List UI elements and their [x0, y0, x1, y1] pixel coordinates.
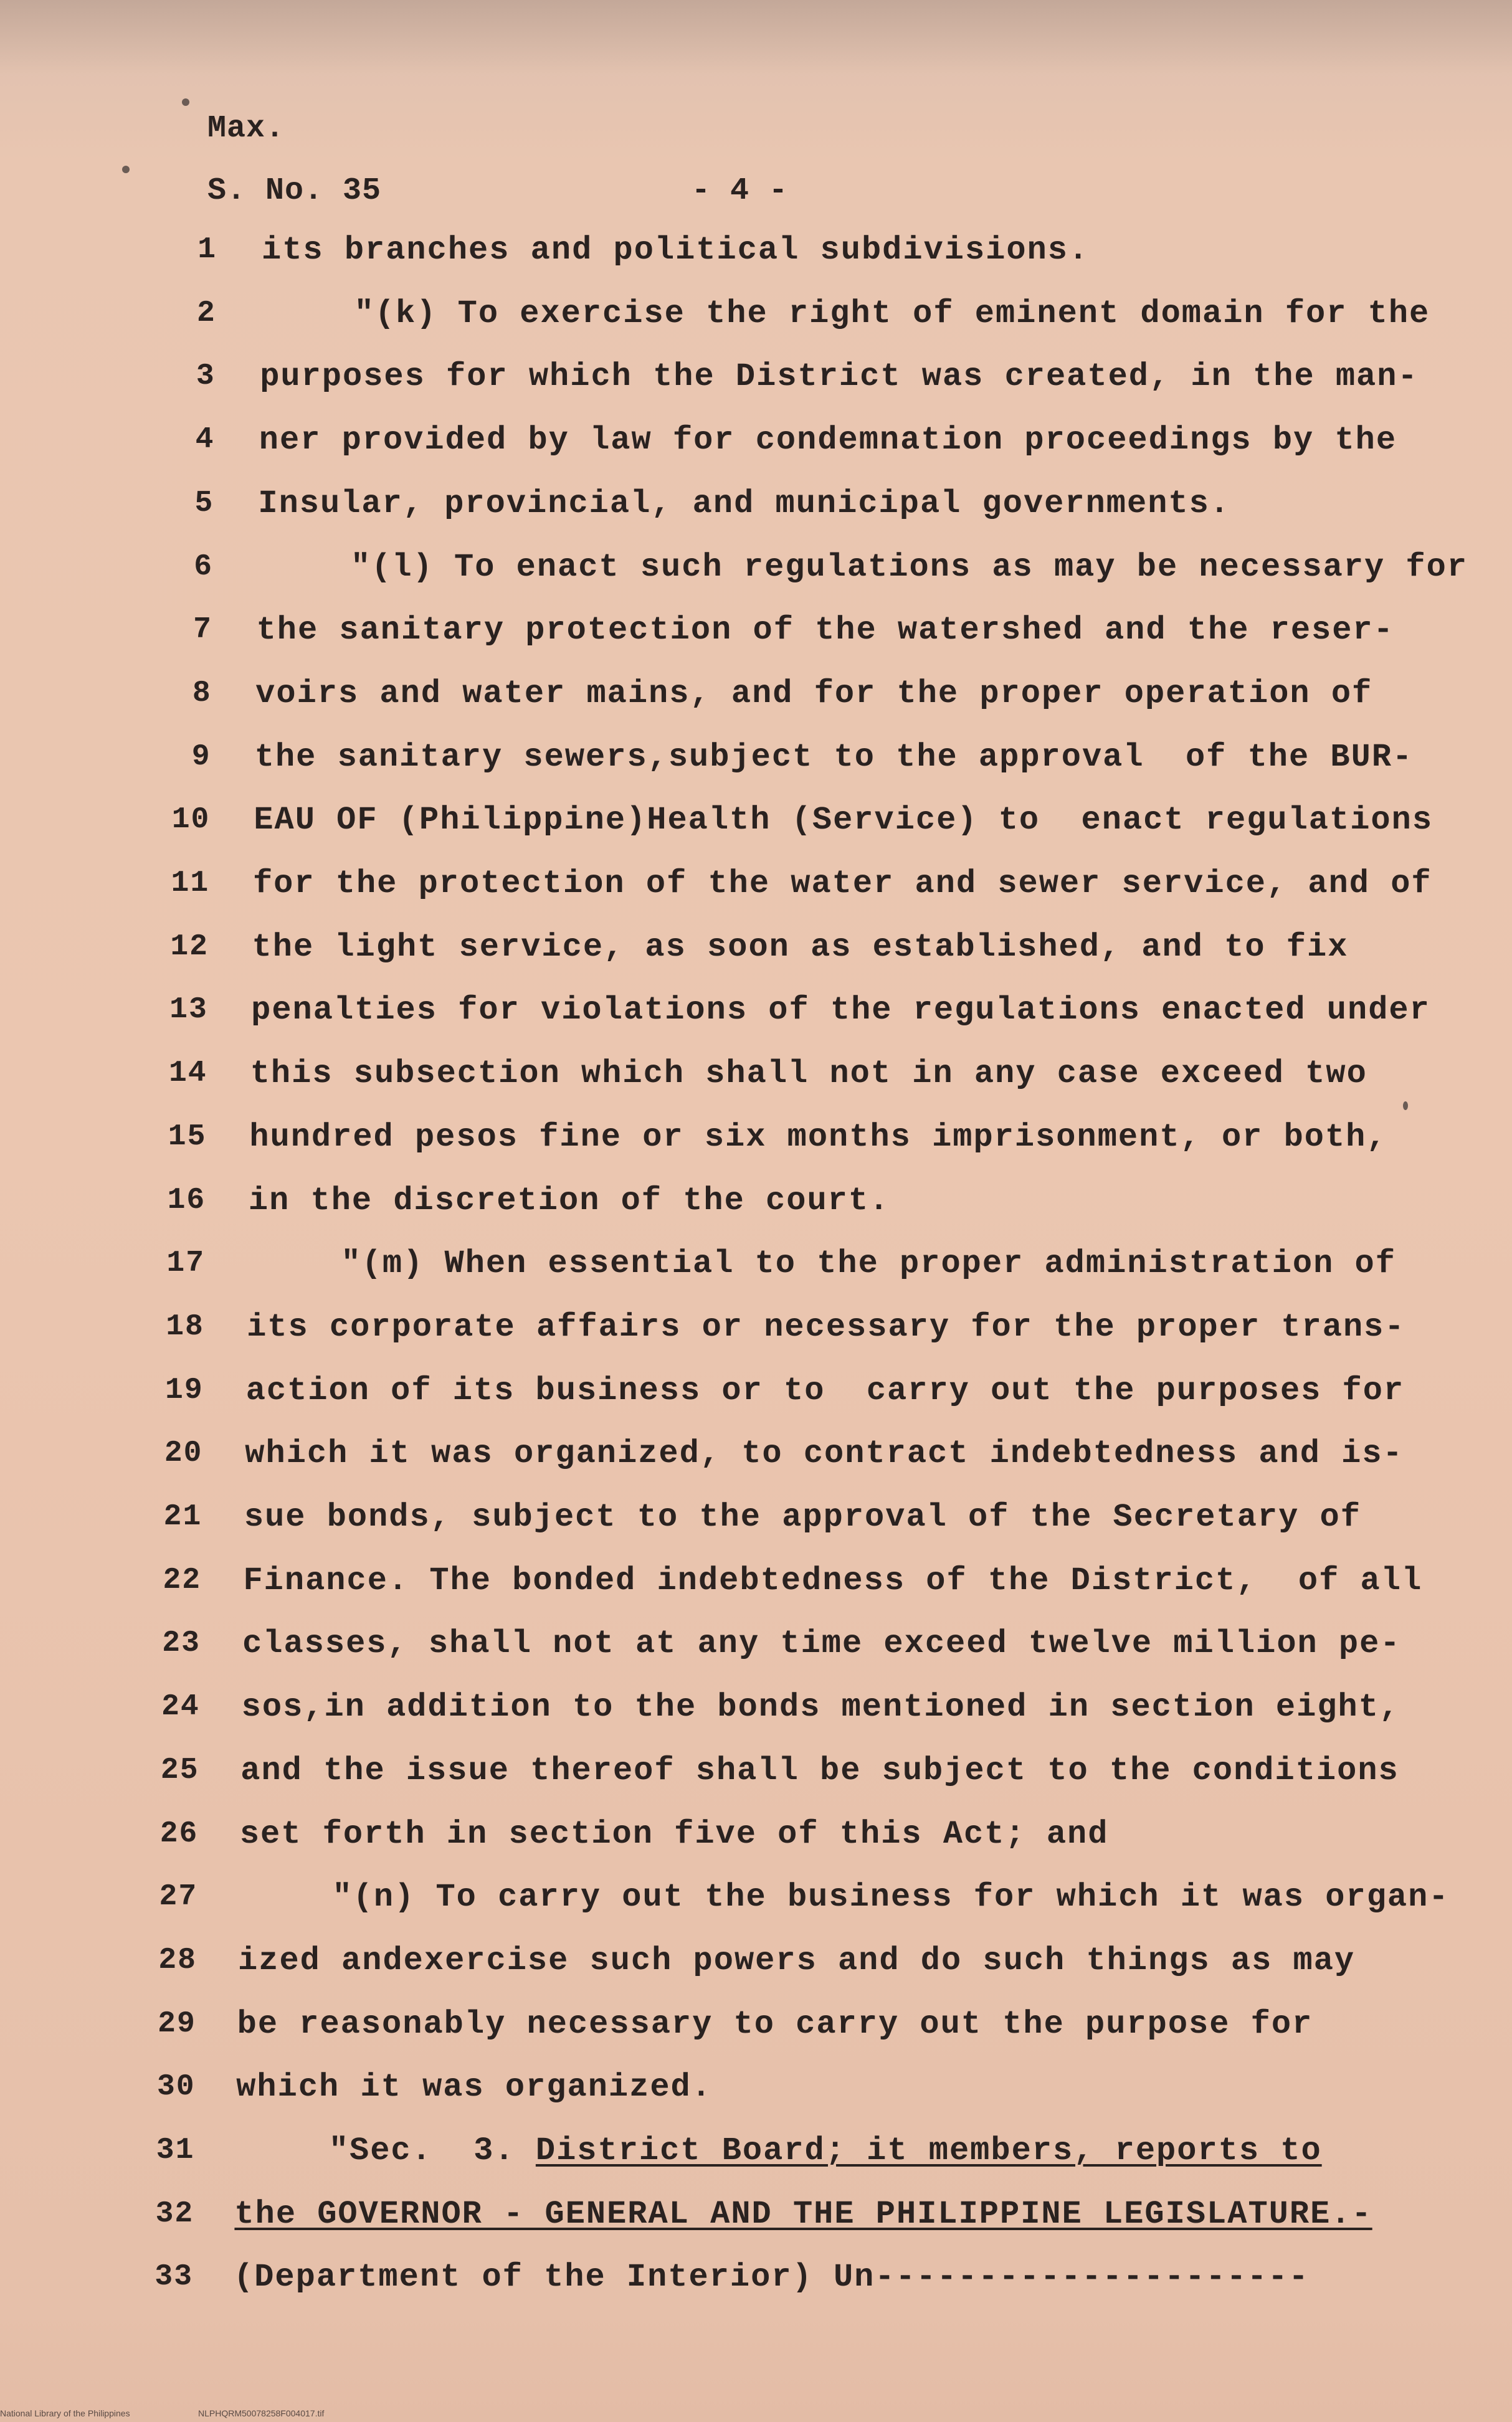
line-number: 20: [164, 1437, 203, 1471]
line-text: its branches and political subdivisions.: [262, 232, 1090, 268]
line-text: action of its business or to carry out the purposes for: [245, 1372, 1405, 1409]
line-text: (Department of the Interior) Un---------------------: [234, 2259, 1310, 2296]
line-text: in the discretion of the court.: [248, 1182, 890, 1219]
line-text: purposes for which the District was created, in the man-: [260, 358, 1419, 396]
line-text: the light service, as soon as established, and to fix: [252, 928, 1349, 966]
document-line: [0, 675, 1512, 713]
document-line: [0, 422, 1512, 459]
document-line: [0, 1309, 1512, 1346]
document-line: [0, 2069, 1512, 2106]
line-number: 5: [194, 486, 214, 520]
document-line: [0, 2006, 1512, 2043]
line-number: 15: [168, 1119, 207, 1154]
line-text: this subsection which shall not in any case exceed two: [250, 1055, 1367, 1093]
section-heading-underline: District Board; it members, reports to: [535, 2132, 1322, 2169]
document-line: [0, 2259, 1512, 2296]
line-number: 31: [156, 2134, 195, 2167]
line-text: which it was organized, to contract indebtedness and is-: [245, 1435, 1404, 1473]
line-number: 9: [191, 739, 211, 774]
line-text: ized andexercise such powers and do such things as may: [238, 1942, 1356, 1979]
line-number: 16: [167, 1183, 206, 1217]
line-text: ner provided by law for condemnation proceedings by the: [259, 422, 1397, 459]
line-number: 27: [159, 1880, 198, 1914]
line-text: sue bonds, subject to the approval of the Secretary of: [244, 1499, 1361, 1536]
line-number: 3: [196, 359, 216, 394]
bill-number: S. No. 35: [207, 173, 382, 209]
document-line: [0, 1625, 1512, 1663]
line-number: 25: [160, 1753, 199, 1787]
document-line: [0, 802, 1512, 839]
document-line: [0, 358, 1512, 396]
document-line: [0, 1562, 1512, 1600]
line-number: 30: [156, 2070, 196, 2104]
line-number: 18: [166, 1309, 204, 1344]
document-line: [0, 739, 1512, 776]
document-line: [0, 2132, 1512, 2170]
line-number: 8: [192, 676, 212, 710]
line-text: its corporate affairs or necessary for the proper trans-: [247, 1308, 1405, 1346]
line-text: the sanitary sewers,subject to the approval of the BUR-: [254, 738, 1414, 776]
line-text: be reasonably necessary to carry out the purpose for: [237, 2005, 1313, 2043]
line-number: 24: [161, 1690, 200, 1724]
line-number: 10: [171, 803, 211, 837]
line-number: 2: [197, 296, 216, 330]
document-line: [0, 612, 1512, 649]
line-number: 13: [169, 993, 208, 1027]
document-line: [0, 1816, 1512, 1853]
line-number: 11: [171, 867, 210, 900]
document-line: [0, 1942, 1512, 1980]
document-line: [0, 1752, 1512, 1790]
line-number: 7: [193, 613, 212, 647]
line-text: EAU OF (Philippine)Health (Service) to enact regulations: [254, 802, 1434, 839]
document-line: [0, 1119, 1512, 1156]
line-text: "(k) To exercise the right of eminent domain for the: [354, 295, 1430, 332]
hole-punch-mark: [122, 166, 130, 173]
document-line: [0, 929, 1512, 966]
line-number: 12: [170, 929, 209, 964]
document-line: [0, 1245, 1512, 1283]
document-line: [0, 1372, 1512, 1410]
line-number: 23: [162, 1627, 201, 1661]
line-text: set forth in section five of this Act; and: [239, 1815, 1109, 1853]
line-text: the sanitary protection of the watershed and the reser-: [256, 612, 1394, 649]
line-text: Insular, provincial, and municipal governments.: [258, 485, 1231, 522]
line-number: 17: [166, 1247, 205, 1281]
document-line: [0, 1689, 1512, 1726]
footer-archive-label: National Library of the Philippines: [0, 2408, 130, 2418]
line-number: 6: [194, 549, 214, 584]
document-line: [0, 1499, 1512, 1536]
line-number: 26: [159, 1816, 199, 1851]
document-line: [0, 1879, 1512, 1916]
line-number: 21: [163, 1500, 202, 1534]
line-text: "(m) When essential to the proper administration of: [341, 1245, 1396, 1283]
line-text: which it was organized.: [236, 2069, 712, 2106]
document-line: [0, 865, 1512, 903]
line-number: 28: [158, 1943, 197, 1977]
scan-shadow: [0, 0, 1512, 75]
line-text: voirs and water mains, and for the proper operation of: [255, 675, 1373, 712]
line-number: 1: [197, 233, 217, 267]
document-line: [0, 549, 1512, 586]
line-text: "Sec. 3. District Board; it members, reports to: [328, 2132, 1322, 2169]
line-text: Finance. The bonded indebtedness of the District, of all: [243, 1562, 1423, 1599]
document-line: [0, 1435, 1512, 1473]
line-number: 32: [155, 2196, 194, 2231]
ink-speck: [1403, 1101, 1408, 1110]
line-number: 22: [163, 1563, 202, 1597]
line-text: and the issue thereof shall be subject to the conditions: [240, 1752, 1399, 1789]
initials: Max.: [207, 111, 285, 146]
line-number: 29: [158, 2006, 196, 2041]
line-number: 33: [155, 2260, 193, 2294]
line-number: 19: [165, 1373, 204, 1407]
line-text: sos,in addition to the bonds mentioned in section eight,: [241, 1689, 1400, 1726]
line-text: classes, shall not at any time exceed twelve million pe-: [242, 1625, 1401, 1663]
line-text: for the protection of the water and sewer service, and of: [252, 865, 1432, 902]
line-text: the GOVERNOR - GENERAL AND THE PHILIPPINE LEGISLATURE.-: [234, 2195, 1372, 2233]
document-line: [0, 232, 1512, 269]
document-line: [0, 2196, 1512, 2233]
document-line: [0, 992, 1512, 1029]
document-line: [0, 295, 1512, 333]
hole-punch-mark: [182, 98, 189, 106]
footer-file-code: NLPHQRM50078258F004017.tif: [198, 2408, 325, 2418]
document-line: [0, 485, 1512, 523]
line-text: "(n) To carry out the business for which it was organ-: [332, 1879, 1450, 1916]
document-line: [0, 1055, 1512, 1093]
line-number: 14: [168, 1057, 207, 1091]
line-text: "(l) To enact such regulations as may be necessary for: [350, 548, 1468, 586]
document-line: [0, 1182, 1512, 1220]
line-text: hundred pesos fine or six months imprisonment, or both,: [249, 1118, 1387, 1156]
page-number: - 4 -: [692, 173, 789, 209]
line-text: penalties for violations of the regulations enacted under: [251, 992, 1430, 1029]
line-number: 4: [195, 423, 215, 457]
